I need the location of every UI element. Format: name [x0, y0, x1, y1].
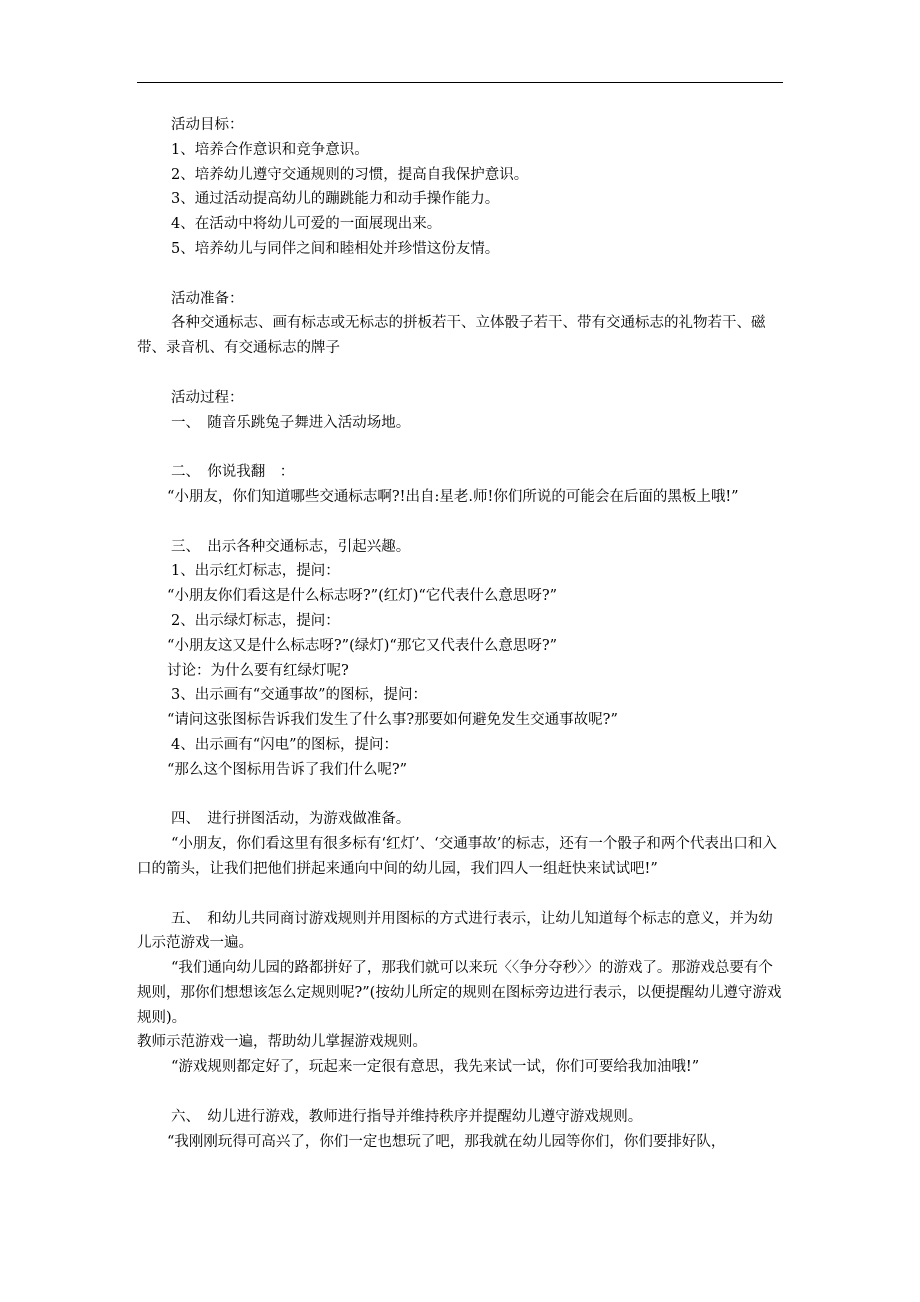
step-1: 一、 随音乐跳兔子舞进入活动场地。: [171, 414, 411, 431]
step-3-title: 三、 出示各种交通标志，引起兴趣。: [171, 538, 411, 555]
step-3-line: “小朋友你们看这是什么标志呀?”(红灯)“它代表什么意思呀?”: [167, 588, 558, 605]
goal-item: 4、在活动中将幼儿可爱的一面展现出来。: [171, 216, 442, 233]
step-6-quote: “我刚刚玩得可高兴了，你们一定也想玩了吧，那我就在幼儿园等你们，你们要排好队，: [167, 1133, 726, 1150]
prep-text: 各种交通标志、画有标志或无标志的拼板若干、立体骰子若干、带有交通标志的礼物若干、磁带、录音机、有交通标志的牌子: [137, 315, 766, 357]
goal-item: 5、培养幼儿与同伴之间和睦相处并珍惜这份友情。: [171, 240, 500, 257]
step-4-quote: “小朋友，你们看这里有很多标有‘红灯’、‘交通事故’的标志，还有一个骰子和两个代表出口和入口的箭头，让我们把他们拼起来通向中间的幼儿园，我们四人一组赶快来试试吧!”: [137, 836, 777, 877]
goal-item: 3、通过活动提高幼儿的蹦跳能力和动手操作能力。: [171, 191, 500, 208]
step-4-title: 四、 进行拼图活动，为游戏做准备。: [171, 811, 411, 828]
step-3-line: “那么这个图标用告诉了我们什么呢?”: [167, 761, 408, 778]
goal-item: 2、培养幼儿遵守交通规则的习惯，提高自我保护意识。: [171, 166, 529, 183]
step-2-quote: “小朋友，你们知道哪些交通标志啊?!出自:星老.师!你们所说的可能会在后面的黑板上哦!”: [167, 488, 739, 505]
step-5-quote-2: “游戏规则都定好了，玩起来一定很有意思，我先来试一试，你们可要给我加油哦!”: [171, 1059, 700, 1076]
document-body: [137, 113, 785, 1154]
step-5-note: 教师示范游戏一遍，帮助幼儿掌握游戏规则。: [137, 1034, 427, 1051]
prep-heading: 活动准备：: [171, 290, 244, 307]
goal-item: 1、培养合作意识和竞争意识。: [171, 141, 369, 158]
step-3-line: 3、出示画有“交通事故”的图标，提问：: [171, 687, 428, 704]
header-rule: [137, 82, 783, 83]
process-heading: 活动过程：: [171, 389, 244, 406]
step-3-line: 讨论：为什么要有红绿灯呢?: [167, 662, 349, 679]
step-3-line: 1、出示红灯标志，提问：: [171, 563, 340, 580]
step-3-line: “小朋友这又是什么标志呀?”(绿灯)“那它又代表什么意思呀?”: [167, 637, 558, 654]
step-3-line: “请问这张图标告诉我们发生了什么事?那要如何避免发生交通事故呢?”: [167, 712, 618, 729]
step-3-line: 4、出示画有“闪电”的图标，提问：: [171, 736, 399, 753]
goals-heading: 活动目标：: [171, 117, 244, 133]
step-3-line: 2、出示绿灯标志，提问：: [171, 612, 340, 629]
step-2-title: 二、 你说我翻 ：: [171, 464, 295, 481]
step-6-title: 六、 幼儿进行游戏，教师进行指导并维持秩序并提醒幼儿遵守游戏规则。: [171, 1108, 643, 1125]
step-5-quote: “我们通向幼儿园的路都拼好了，那我们就可以来玩〈〈争分夺秒〉〉的游戏了。那游戏总要有个规则，那你们想想该怎么定规则呢?”(按幼儿所定的规则在图标旁边进行表示，以便提醒幼儿遵守游戏规则)。: [137, 960, 782, 1026]
step-5-title: 五、 和幼儿共同商讨游戏规则并用图标的方式进行表示，让幼儿知道每个标志的意义，并为幼儿示范游戏一遍。: [137, 910, 773, 952]
